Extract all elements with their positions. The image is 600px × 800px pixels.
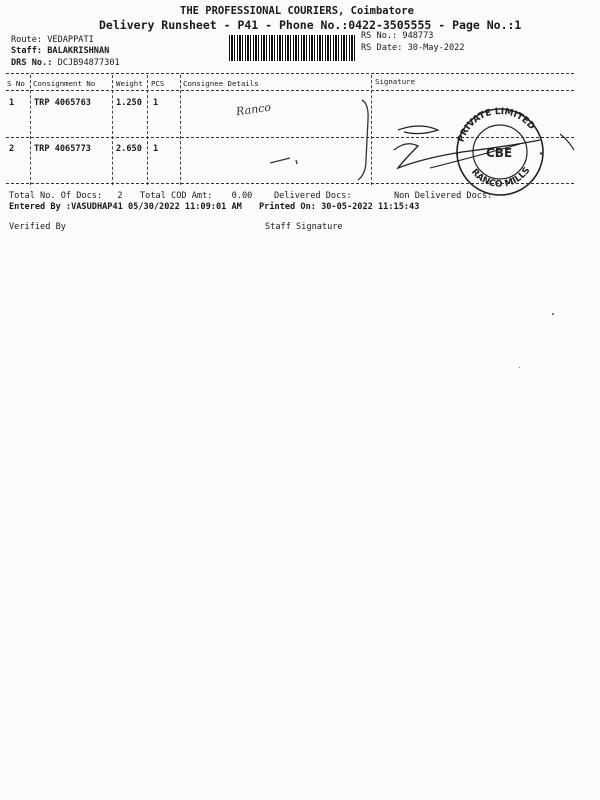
row2-pcs: 1 bbox=[153, 144, 159, 154]
total-docs-value: 2 bbox=[117, 191, 123, 201]
cod-label: Total COD Amt: bbox=[140, 191, 213, 201]
total-cod bbox=[140, 191, 252, 201]
printed-on: Printed On: 30-05-2022 11:15:43 bbox=[259, 202, 420, 212]
non-delivered-docs-label: Non Delivered Docs: bbox=[394, 191, 493, 201]
entered-by: Entered By :VASUDHAP41 05/30/2022 11:09:01 AM bbox=[9, 202, 242, 212]
row2-sno: 2 bbox=[9, 144, 15, 154]
col-sno: S No bbox=[7, 79, 25, 88]
rs-date-value: 30-May-2022 bbox=[407, 43, 465, 53]
row2-weight: 2.650 bbox=[116, 144, 142, 154]
stamp-center-text: CBE bbox=[486, 146, 513, 160]
col-consignee: Consignee Details bbox=[183, 79, 259, 88]
col-signature: Signature bbox=[375, 77, 416, 86]
row1-weight: 1.250 bbox=[116, 98, 142, 108]
staff-value: BALAKRISHNAN bbox=[47, 46, 110, 56]
svg-text:RANCO MILLS bbox=[469, 166, 533, 190]
route-value: VEDAPPATI bbox=[47, 35, 94, 45]
signature-scribble bbox=[394, 126, 574, 168]
stamp-star-left: ★ bbox=[455, 149, 460, 157]
row2-handwriting-mark bbox=[270, 158, 297, 164]
drs-label: DRS No.: bbox=[11, 58, 53, 68]
row2-consignment: TRP 4065773 bbox=[34, 144, 91, 154]
cod-value: 0.00 bbox=[231, 191, 253, 201]
route-label: Route: bbox=[11, 35, 43, 45]
delivered-docs-label: Delivered Docs: bbox=[274, 191, 352, 201]
stamp-star-right: ★ bbox=[539, 149, 544, 157]
row1-consignment: TRP 4065763 bbox=[34, 98, 91, 108]
rs-no-value: 948773 bbox=[402, 31, 434, 41]
col-weight: Weight bbox=[116, 79, 143, 88]
row1-consignee-handwriting: Ranco bbox=[235, 100, 272, 119]
col-consignment: Consignment No bbox=[33, 79, 96, 88]
speck bbox=[519, 367, 520, 368]
rs-no-label: RS No.: bbox=[361, 31, 398, 41]
stamp-top-text: PRIVATE LIMITED bbox=[456, 106, 537, 144]
col-pcs: PCS bbox=[151, 79, 165, 88]
rs-date-label: RS Date: bbox=[361, 43, 403, 53]
page-title: Delivery Runsheet - P41 - Phone No.:0422-3505555 - Page No.:1 bbox=[99, 18, 522, 32]
total-docs-label: Total No. Of Docs: bbox=[9, 191, 103, 201]
bracket-mark bbox=[358, 100, 368, 180]
stamp-bottom-text: RANCO MILLS bbox=[468, 165, 533, 190]
speck bbox=[552, 313, 554, 315]
row1-pcs: 1 bbox=[153, 98, 159, 108]
drs-value: DCJB94877301 bbox=[57, 58, 120, 68]
company-name: THE PROFESSIONAL COURIERS, Coimbatore bbox=[180, 5, 414, 17]
staff-signature: Staff Signature bbox=[265, 222, 343, 232]
staff-label: Staff: bbox=[11, 46, 43, 56]
total-docs bbox=[9, 191, 123, 201]
row1-sno: 1 bbox=[9, 98, 15, 108]
verified-by: Verified By bbox=[9, 222, 66, 232]
